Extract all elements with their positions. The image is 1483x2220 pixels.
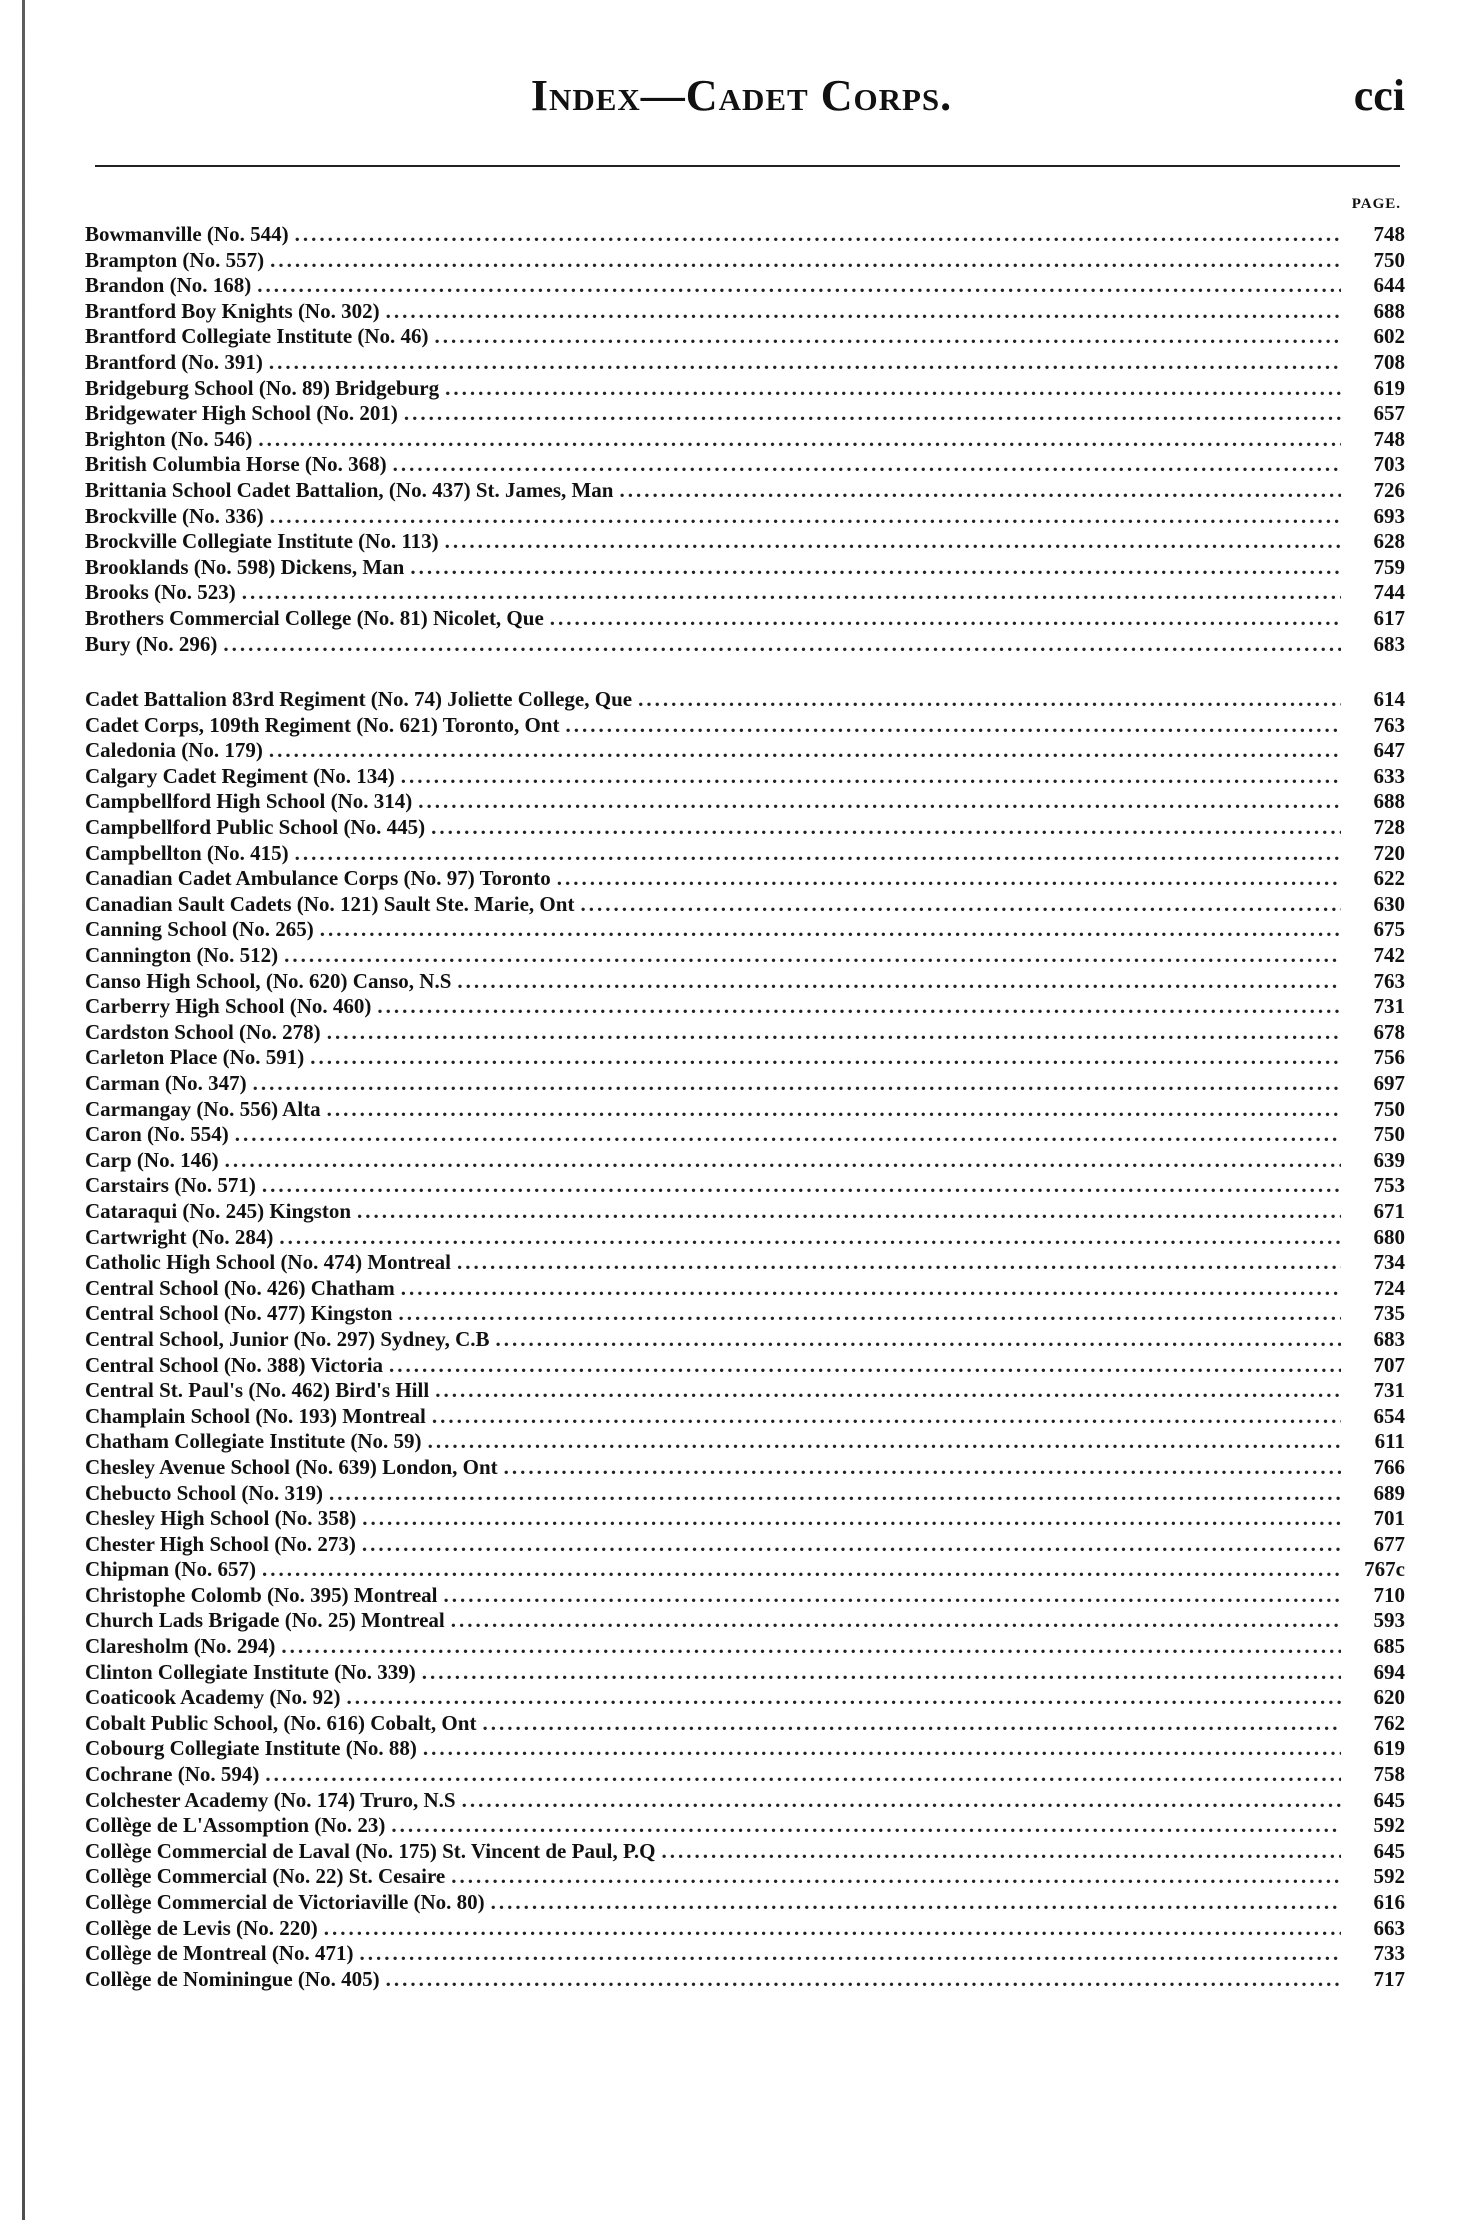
dot-leader bbox=[451, 1608, 1341, 1634]
index-entry bbox=[85, 969, 1405, 995]
dot-leader bbox=[565, 713, 1341, 739]
entry-page: 693 bbox=[1373, 503, 1405, 528]
index-entry bbox=[85, 1020, 1405, 1046]
index-entry bbox=[85, 1378, 1405, 1404]
entry-name: Chesley Avenue School (No. 639) London, Ont bbox=[85, 1454, 498, 1479]
entry-name: Collège de Levis (No. 220) bbox=[85, 1915, 318, 1940]
index-entry bbox=[85, 1711, 1405, 1737]
entry-name: Bowmanville (No. 544) bbox=[85, 222, 289, 246]
entry-page: 707 bbox=[1373, 1352, 1405, 1377]
entry-name: Collège Commercial de Laval (No. 175) St. Vincent de Paul, P.Q bbox=[85, 1838, 656, 1863]
dot-leader bbox=[445, 529, 1341, 555]
index-entry bbox=[85, 248, 1405, 274]
entry-name: Church Lads Brigade (No. 25) Montreal bbox=[85, 1608, 445, 1633]
index-entry bbox=[85, 1685, 1405, 1711]
entry-page: 619 bbox=[1373, 1736, 1405, 1761]
entry-name: Cadet Corps, 109th Regiment (No. 621) Toronto, Ont bbox=[85, 712, 560, 737]
entry-page: 688 bbox=[1373, 298, 1405, 323]
entry-name: Clinton Collegiate Institute (No. 339) bbox=[85, 1659, 416, 1684]
dot-leader bbox=[346, 1685, 1341, 1711]
dot-leader bbox=[393, 452, 1341, 478]
dot-leader bbox=[279, 1225, 1341, 1251]
index-entry bbox=[85, 632, 1405, 658]
entry-name: Carleton Place (No. 591) bbox=[85, 1045, 305, 1070]
dot-leader bbox=[258, 427, 1341, 453]
index-entry bbox=[85, 917, 1405, 943]
index-entry bbox=[85, 713, 1405, 739]
dot-leader bbox=[284, 943, 1341, 969]
dot-leader bbox=[404, 401, 1341, 427]
index-entries bbox=[85, 222, 1405, 1992]
dot-leader bbox=[432, 1404, 1341, 1430]
entry-name: Cataraqui (No. 245) Kingston bbox=[85, 1198, 352, 1223]
entry-page: 759 bbox=[1373, 554, 1405, 579]
dot-leader bbox=[428, 1429, 1341, 1455]
dot-leader bbox=[253, 1071, 1341, 1097]
dot-leader bbox=[557, 866, 1341, 892]
entry-name: Collège de Montreal (No. 471) bbox=[85, 1941, 354, 1966]
entry-name: Bridgewater High School (No. 201) bbox=[85, 401, 398, 426]
index-entry bbox=[85, 504, 1405, 530]
index-entry bbox=[85, 1353, 1405, 1379]
entry-page: 748 bbox=[1373, 426, 1405, 451]
entry-page: 766 bbox=[1373, 1454, 1405, 1479]
entry-name: Chipman (No. 657) bbox=[85, 1557, 256, 1582]
dot-leader bbox=[389, 1353, 1341, 1379]
dot-leader bbox=[423, 1736, 1341, 1762]
index-entry bbox=[85, 1941, 1405, 1967]
entry-page: 728 bbox=[1373, 815, 1405, 840]
entry-name: Catholic High School (No. 474) Montreal bbox=[85, 1250, 451, 1275]
dot-leader bbox=[496, 1327, 1342, 1353]
entry-page: 708 bbox=[1373, 349, 1405, 374]
index-entry bbox=[85, 273, 1405, 299]
dot-leader bbox=[504, 1455, 1341, 1481]
index-entry bbox=[85, 1097, 1405, 1123]
index-entry bbox=[85, 1199, 1405, 1225]
entry-name: Brantford Collegiate Institute (No. 46) bbox=[85, 324, 429, 349]
dot-leader bbox=[401, 764, 1341, 790]
entry-page: 733 bbox=[1373, 1941, 1405, 1966]
dot-leader bbox=[359, 1941, 1341, 1967]
index-entry bbox=[85, 478, 1405, 504]
entry-page: 683 bbox=[1373, 1326, 1405, 1351]
index-entry bbox=[85, 687, 1405, 713]
entry-page: 614 bbox=[1373, 687, 1405, 712]
dot-leader bbox=[242, 580, 1341, 606]
entry-name: Collège Commercial (No. 22) St. Cesaire bbox=[85, 1864, 446, 1889]
dot-leader bbox=[329, 1481, 1341, 1507]
entry-page: 750 bbox=[1373, 247, 1405, 272]
entry-page: 616 bbox=[1373, 1890, 1405, 1914]
entry-name: Central School (No. 426) Chatham bbox=[85, 1275, 395, 1300]
entry-page: 756 bbox=[1373, 1045, 1405, 1070]
entry-name: Carmangay (No. 556) Alta bbox=[85, 1096, 321, 1121]
dot-leader bbox=[401, 1276, 1341, 1302]
entry-page: 763 bbox=[1373, 712, 1405, 737]
page-column-label: PAGE. bbox=[1351, 196, 1401, 212]
index-entry bbox=[85, 1404, 1405, 1430]
entry-page: 680 bbox=[1373, 1224, 1405, 1249]
entry-page: 697 bbox=[1373, 1071, 1405, 1095]
entry-name: Cochrane (No. 594) bbox=[85, 1762, 260, 1787]
dot-leader bbox=[270, 504, 1341, 530]
dot-leader bbox=[225, 1148, 1341, 1174]
dot-leader bbox=[410, 555, 1341, 581]
index-entry bbox=[85, 789, 1405, 815]
dot-leader bbox=[235, 1122, 1341, 1148]
entry-page: 688 bbox=[1373, 789, 1405, 814]
entry-page: 630 bbox=[1373, 891, 1405, 916]
dot-leader bbox=[327, 1020, 1341, 1046]
index-entry bbox=[85, 324, 1405, 350]
entry-name: Canadian Cadet Ambulance Corps (No. 97) Toronto bbox=[85, 866, 551, 891]
dot-leader bbox=[391, 1813, 1341, 1839]
entry-page: 647 bbox=[1373, 738, 1405, 763]
entry-name: Cartwright (No. 284) bbox=[85, 1224, 274, 1249]
dot-leader bbox=[327, 1097, 1341, 1123]
index-entry bbox=[85, 738, 1405, 764]
entry-page: 645 bbox=[1373, 1787, 1405, 1812]
entry-name: Campbellford Public School (No. 445) bbox=[85, 815, 426, 840]
dot-leader bbox=[324, 1916, 1341, 1942]
index-entry bbox=[85, 1429, 1405, 1455]
index-entry bbox=[85, 1276, 1405, 1302]
index-entry bbox=[85, 1225, 1405, 1251]
entry-name: Collège de Nominingue (No. 405) bbox=[85, 1966, 380, 1991]
entry-page: 683 bbox=[1373, 631, 1405, 656]
entry-name: Brittania School Cadet Battalion, (No. 437) St. James, Man bbox=[85, 477, 614, 502]
index-entry bbox=[85, 222, 1405, 248]
entry-page: 592 bbox=[1373, 1813, 1405, 1838]
entry-page: 689 bbox=[1373, 1480, 1405, 1505]
entry-page: 710 bbox=[1373, 1582, 1405, 1607]
entry-page: 731 bbox=[1373, 994, 1405, 1019]
index-entry bbox=[85, 1864, 1405, 1890]
entry-page: 753 bbox=[1373, 1173, 1405, 1198]
dot-leader bbox=[265, 1762, 1341, 1788]
entry-page: 720 bbox=[1373, 840, 1405, 865]
dot-leader bbox=[269, 738, 1341, 764]
entry-name: Campbellton (No. 415) bbox=[85, 840, 289, 865]
index-entry bbox=[85, 815, 1405, 841]
entry-name: Christophe Colomb (No. 395) Montreal bbox=[85, 1582, 438, 1607]
entry-page: 726 bbox=[1373, 477, 1405, 502]
index-entry bbox=[85, 943, 1405, 969]
entry-page: 592 bbox=[1373, 1864, 1405, 1889]
dot-leader bbox=[310, 1045, 1341, 1071]
entry-page: 694 bbox=[1373, 1659, 1405, 1684]
index-entry bbox=[85, 1967, 1405, 1993]
index-entry bbox=[85, 1301, 1405, 1327]
dot-leader bbox=[377, 994, 1341, 1020]
entry-name: Brandon (No. 168) bbox=[85, 273, 252, 298]
entry-name: Coaticook Academy (No. 92) bbox=[85, 1685, 341, 1710]
entry-name: Cannington (No. 512) bbox=[85, 943, 279, 968]
entry-name: Caledonia (No. 179) bbox=[85, 738, 263, 763]
entry-page: 703 bbox=[1373, 452, 1405, 477]
entry-name: Campbellford High School (No. 314) bbox=[85, 789, 413, 814]
dot-leader bbox=[462, 1788, 1341, 1814]
dot-leader bbox=[295, 841, 1341, 867]
entry-name: Bridgeburg School (No. 89) Bridgeburg bbox=[85, 375, 440, 400]
index-entry bbox=[85, 1557, 1405, 1583]
entry-name: Cardston School (No. 278) bbox=[85, 1019, 321, 1044]
dot-leader bbox=[223, 632, 1341, 658]
dot-leader bbox=[281, 1634, 1341, 1660]
page-title: Index—Cadet Corps. bbox=[530, 71, 953, 120]
dot-leader bbox=[451, 1864, 1341, 1890]
index-entry bbox=[85, 1839, 1405, 1865]
dot-leader bbox=[638, 687, 1341, 713]
index-entry bbox=[85, 1250, 1405, 1276]
index-entry bbox=[85, 1660, 1405, 1686]
header-divider bbox=[95, 165, 1400, 167]
entry-name: Chatham Collegiate Institute (No. 59) bbox=[85, 1429, 422, 1454]
entry-name: Chesley High School (No. 358) bbox=[85, 1506, 357, 1531]
entry-page: 628 bbox=[1373, 529, 1405, 554]
index-entry bbox=[85, 1148, 1405, 1174]
entry-page: 675 bbox=[1373, 917, 1405, 942]
entry-name: Canso High School, (No. 620) Canso, N.S bbox=[85, 968, 452, 993]
entry-name: Champlain School (No. 193) Montreal bbox=[85, 1403, 426, 1428]
index-entry bbox=[85, 555, 1405, 581]
entry-name: Brothers Commercial College (No. 81) Nicolet, Que bbox=[85, 605, 544, 630]
index-entry bbox=[85, 1455, 1405, 1481]
entry-page: 717 bbox=[1373, 1966, 1405, 1991]
entry-page: 654 bbox=[1373, 1403, 1405, 1428]
dot-leader bbox=[270, 248, 1341, 274]
index-entry bbox=[85, 1506, 1405, 1532]
index-entry bbox=[85, 1634, 1405, 1660]
entry-page: 735 bbox=[1373, 1301, 1405, 1326]
index-entry bbox=[85, 1071, 1405, 1097]
dot-leader bbox=[435, 324, 1341, 350]
index-entry bbox=[85, 1583, 1405, 1609]
dot-leader bbox=[295, 222, 1341, 248]
entry-name: Cadet Battalion 83rd Regiment (No. 74) Joliette College, Que bbox=[85, 687, 633, 712]
dot-leader bbox=[269, 350, 1341, 376]
index-entry bbox=[85, 350, 1405, 376]
entry-name: Brockville (No. 336) bbox=[85, 503, 264, 528]
entry-page: 611 bbox=[1374, 1429, 1405, 1454]
dot-leader bbox=[320, 917, 1341, 943]
index-entry bbox=[85, 1608, 1405, 1634]
entry-name: Canadian Sault Cadets (No. 121) Sault Ste. Marie, Ont bbox=[85, 891, 575, 916]
dot-leader bbox=[445, 376, 1341, 402]
index-entry bbox=[85, 1327, 1405, 1353]
entry-page: 617 bbox=[1373, 605, 1405, 630]
dot-leader bbox=[482, 1711, 1341, 1737]
entry-page: 602 bbox=[1373, 324, 1405, 349]
index-entry bbox=[85, 427, 1405, 453]
entry-name: Canning School (No. 265) bbox=[85, 917, 314, 942]
index-entry bbox=[85, 892, 1405, 918]
entry-page: 645 bbox=[1373, 1838, 1405, 1863]
dot-leader bbox=[422, 1660, 1341, 1686]
index-entry bbox=[85, 1762, 1405, 1788]
entry-page: 644 bbox=[1373, 273, 1405, 298]
dot-leader bbox=[457, 1250, 1341, 1276]
dot-leader bbox=[386, 299, 1341, 325]
dot-leader bbox=[431, 815, 1341, 841]
dot-leader bbox=[435, 1378, 1341, 1404]
entry-name: Brooklands (No. 598) Dickens, Man bbox=[85, 554, 405, 579]
binding-edge bbox=[22, 0, 25, 2220]
entry-name: Brantford Boy Knights (No. 302) bbox=[85, 298, 380, 323]
index-entry bbox=[85, 606, 1405, 632]
dot-leader bbox=[580, 892, 1341, 918]
index-entry bbox=[85, 580, 1405, 606]
entry-name: Brighton (No. 546) bbox=[85, 426, 253, 451]
entry-page: 619 bbox=[1373, 375, 1405, 400]
entry-name: Carberry High School (No. 460) bbox=[85, 994, 372, 1019]
dot-leader bbox=[457, 969, 1341, 995]
index-entry bbox=[85, 1736, 1405, 1762]
dot-leader bbox=[491, 1890, 1341, 1916]
dot-leader bbox=[620, 478, 1342, 504]
dot-leader bbox=[386, 1967, 1341, 1993]
entry-name: Brampton (No. 557) bbox=[85, 247, 265, 272]
entry-page: 657 bbox=[1373, 401, 1405, 426]
index-entry bbox=[85, 841, 1405, 867]
index-section bbox=[85, 687, 1405, 1992]
entry-name: Carman (No. 347) bbox=[85, 1071, 247, 1095]
entry-page: 750 bbox=[1373, 1096, 1405, 1121]
index-entry bbox=[85, 1122, 1405, 1148]
entry-page: 701 bbox=[1373, 1506, 1405, 1531]
index-entry bbox=[85, 1890, 1405, 1916]
index-entry bbox=[85, 764, 1405, 790]
entry-page: 750 bbox=[1373, 1122, 1405, 1147]
dot-leader bbox=[357, 1199, 1341, 1225]
dot-leader bbox=[418, 789, 1341, 815]
entry-name: British Columbia Horse (No. 368) bbox=[85, 452, 387, 477]
dot-leader bbox=[444, 1583, 1341, 1609]
index-entry bbox=[85, 1916, 1405, 1942]
entry-name: Collège Commercial de Victoriaville (No. 80) bbox=[85, 1890, 485, 1914]
dot-leader bbox=[550, 606, 1341, 632]
entry-page: 731 bbox=[1373, 1378, 1405, 1403]
entry-page: 671 bbox=[1373, 1198, 1405, 1223]
entry-name: Claresholm (No. 294) bbox=[85, 1634, 276, 1659]
dot-leader bbox=[362, 1506, 1341, 1532]
entry-page: 677 bbox=[1373, 1531, 1405, 1556]
index-entry bbox=[85, 1532, 1405, 1558]
index-section bbox=[85, 222, 1405, 657]
entry-page: 685 bbox=[1373, 1634, 1405, 1659]
entry-page: 758 bbox=[1373, 1762, 1405, 1787]
entry-page: 678 bbox=[1373, 1019, 1405, 1044]
entry-page: 663 bbox=[1373, 1915, 1405, 1940]
entry-name: Central St. Paul's (No. 462) Bird's Hill bbox=[85, 1378, 430, 1403]
index-entry bbox=[85, 529, 1405, 555]
dot-leader bbox=[262, 1557, 1341, 1583]
entry-page: 744 bbox=[1373, 580, 1405, 605]
entry-page: 593 bbox=[1373, 1608, 1405, 1633]
entry-page: 763 bbox=[1373, 968, 1405, 993]
entry-name: Cobalt Public School, (No. 616) Cobalt, Ont bbox=[85, 1710, 477, 1735]
dot-leader bbox=[398, 1301, 1341, 1327]
index-entry bbox=[85, 401, 1405, 427]
index-entry bbox=[85, 1173, 1405, 1199]
entry-page: 622 bbox=[1373, 866, 1405, 891]
entry-name: Brooks (No. 523) bbox=[85, 580, 236, 605]
entry-name: Collège de L'Assomption (No. 23) bbox=[85, 1813, 386, 1838]
dot-leader bbox=[257, 273, 1341, 299]
index-entry bbox=[85, 866, 1405, 892]
index-entry bbox=[85, 452, 1405, 478]
index-entry bbox=[85, 299, 1405, 325]
entry-page: 639 bbox=[1373, 1147, 1405, 1172]
entry-name: Central School, Junior (No. 297) Sydney, C.B bbox=[85, 1326, 490, 1351]
entry-name: Brockville Collegiate Institute (No. 113) bbox=[85, 529, 439, 554]
entry-page: 620 bbox=[1373, 1685, 1405, 1710]
entry-page: 767c bbox=[1364, 1557, 1405, 1582]
page-number: cci bbox=[1353, 71, 1405, 120]
index-entry bbox=[85, 1788, 1405, 1814]
entry-name: Calgary Cadet Regiment (No. 134) bbox=[85, 763, 395, 788]
entry-page: 724 bbox=[1373, 1275, 1405, 1300]
entry-name: Cobourg Collegiate Institute (No. 88) bbox=[85, 1736, 417, 1761]
entry-name: Central School (No. 388) Victoria bbox=[85, 1352, 384, 1377]
entry-page: 748 bbox=[1373, 222, 1405, 246]
entry-name: Carstairs (No. 571) bbox=[85, 1173, 256, 1198]
index-entry bbox=[85, 1045, 1405, 1071]
dot-leader bbox=[661, 1839, 1341, 1865]
index-entry bbox=[85, 1481, 1405, 1507]
entry-name: Chebucto School (No. 319) bbox=[85, 1480, 324, 1505]
entry-name: Carp (No. 146) bbox=[85, 1147, 219, 1172]
entry-page: 762 bbox=[1373, 1710, 1405, 1735]
index-entry bbox=[85, 994, 1405, 1020]
entry-name: Colchester Academy (No. 174) Truro, N.S bbox=[85, 1787, 456, 1812]
entry-name: Bury (No. 296) bbox=[85, 631, 218, 656]
entry-name: Brantford (No. 391) bbox=[85, 349, 263, 374]
entry-name: Central School (No. 477) Kingston bbox=[85, 1301, 393, 1326]
entry-page: 742 bbox=[1373, 943, 1405, 968]
entry-name: Caron (No. 554) bbox=[85, 1122, 229, 1147]
dot-leader bbox=[262, 1173, 1341, 1199]
entry-name: Chester High School (No. 273) bbox=[85, 1531, 356, 1556]
page-header bbox=[0, 62, 1483, 132]
entry-page: 734 bbox=[1373, 1250, 1405, 1275]
index-entry bbox=[85, 376, 1405, 402]
entry-page: 633 bbox=[1373, 763, 1405, 788]
dot-leader bbox=[362, 1532, 1341, 1558]
index-entry bbox=[85, 1813, 1405, 1839]
